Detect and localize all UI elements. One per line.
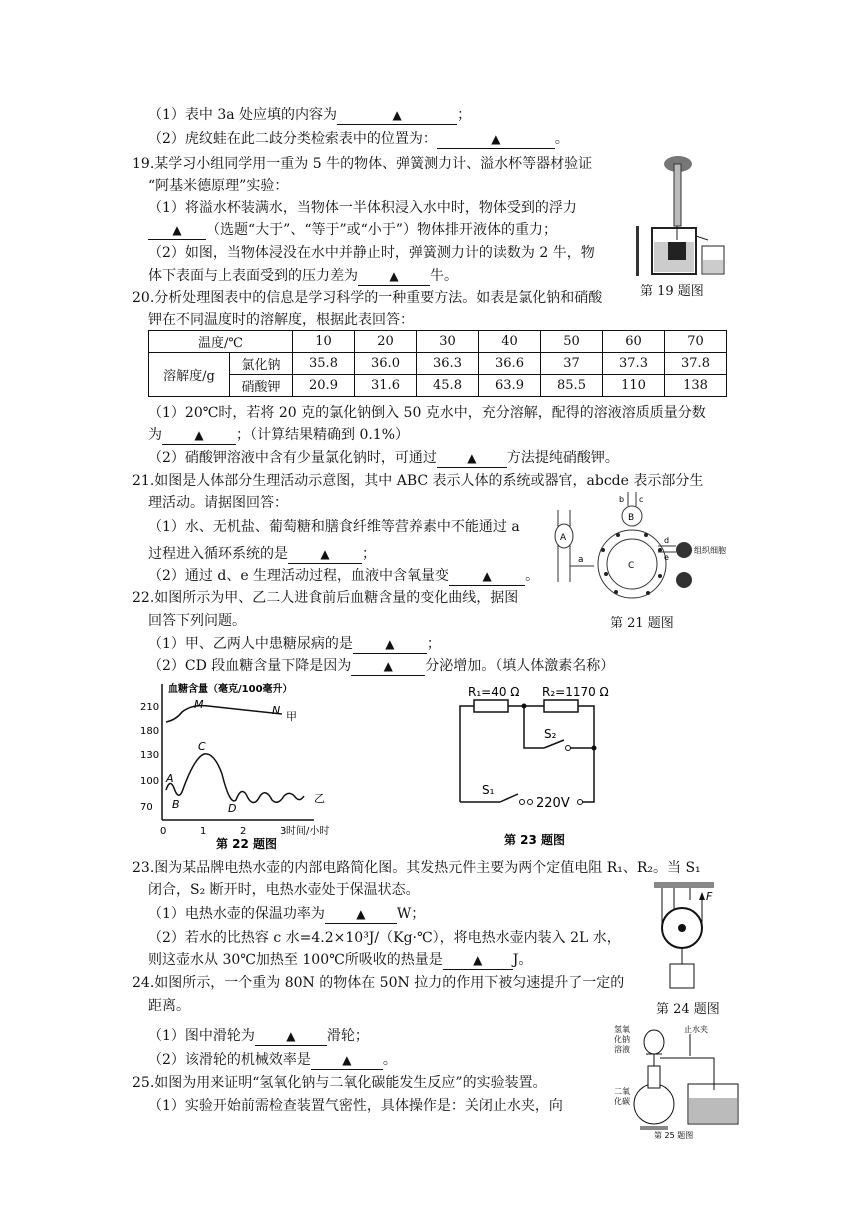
table-cell: 36.6 (479, 353, 541, 375)
svg-text:a: a (578, 555, 584, 565)
q20-stem: 20.分析处理图表中的信息是学习科学的一种重要方法。如表是氯化钠和硝酸 (132, 290, 603, 306)
svg-text:B: B (628, 513, 635, 523)
table-cell: 63.9 (479, 375, 541, 397)
r1-label: R₁=40 Ω (468, 685, 520, 699)
answer-blank[interactable]: ▲ (443, 952, 513, 970)
point-label: M (194, 698, 204, 711)
answer-blank[interactable]: ▲ (449, 568, 525, 586)
y-tick: 100 (140, 776, 160, 787)
solubility-table (148, 330, 727, 397)
apparatus-label: 氢氧 (614, 1025, 630, 1034)
q24-stem: 24.如图所示，一个重为 80N 的物体在 50N 拉力的作用下被匀速提升了一定的 (132, 975, 625, 991)
figure-23-caption: 第 23 题图 (504, 833, 566, 847)
answer-blank[interactable]: ▲ (162, 427, 236, 445)
x-tick: 2 (240, 826, 247, 837)
q21-stem: 21.如图是人体部分生理活动示意图，其中 ABC 表示人体的系统或器官，abcde 表示部分生 (132, 473, 704, 489)
table-cell: 70 (665, 331, 727, 353)
q24-stem-2: 距离。 (148, 998, 190, 1014)
apparatus-label: 溶液 (614, 1045, 630, 1054)
x-axis-label: 时间/小时 (286, 826, 330, 837)
x-tick: 1 (200, 826, 207, 837)
series-label: 乙 (314, 792, 325, 805)
voltage-label: 220V (536, 796, 570, 811)
figure-19 (628, 150, 728, 278)
question-text: （1）表中 3a 处应填的内容为 (148, 107, 338, 123)
q23-part1: （1）电热水壶的保温功率为 ▲ W； (148, 906, 426, 922)
table-cell: 85.5 (541, 375, 603, 397)
table-row (149, 353, 727, 375)
table-cell: 37.8 (665, 353, 727, 375)
q19-part2: （2）如图，当物体浸没在水中并静止时，弹簧测力计的读数为 2 牛，物 (148, 245, 595, 261)
y-tick: 180 (140, 726, 160, 737)
figure-21 (548, 492, 726, 602)
point-label: A (166, 772, 174, 785)
q20-part1-cont: 为 ▲ ；（计算结果精确到 0.1%） (148, 427, 410, 443)
q22-stem: 22.如图所示为甲、乙二人进食前后血糖含量的变化曲线，据图 (132, 590, 519, 606)
answer-blank[interactable]: ▲ (351, 658, 425, 676)
point-label: N (272, 704, 281, 717)
curve-jia (166, 706, 282, 722)
q23-stem: 23.图为某品牌电热水壶的内部电路简化图。其发热元件主要为两个定值电阻 R₁、R₂。当 S₁ (132, 860, 701, 876)
q19-part1-cont: ▲ （选题“大于”、“等于”或“小于”）物体排开液体的重力； (148, 220, 557, 240)
series-label: 甲 (286, 710, 297, 723)
table-cell: 10 (293, 331, 355, 353)
answer-blank[interactable]: ▲ (311, 1052, 383, 1070)
q18-part1: （1）表中 3a 处应填的内容为 ▲ ； (148, 107, 472, 123)
r2-label: R₂=1170 Ω (542, 685, 609, 699)
q25-part1: （1）实验开始前需检查装置气密性，具体操作是：关闭止水夹，向 (148, 1098, 563, 1114)
force-label: F (706, 890, 713, 903)
y-tick: 130 (140, 750, 160, 761)
figure-21-caption: 第 21 题图 (610, 616, 674, 631)
y-tick: 70 (140, 802, 153, 813)
q21-part2: （2）通过 d、e 生理活动过程，血液中含氧量变 ▲ 。 (148, 568, 540, 584)
table-cell: 硝酸钾 (230, 375, 293, 397)
answer-blank[interactable]: ▲ (288, 546, 362, 564)
point-label: B (172, 798, 180, 811)
figure-24-pulley (650, 880, 730, 998)
apparatus-label: 化钠 (614, 1035, 630, 1044)
resistor-r1 (474, 700, 508, 712)
table-cell: 36.3 (417, 353, 479, 375)
apparatus-label: 二氧 (614, 1087, 630, 1096)
table-cell: 138 (665, 375, 727, 397)
y-axis-label: 血糖含量（毫克/100毫升） (168, 684, 293, 695)
table-cell: 31.6 (355, 375, 417, 397)
table-cell: 37.3 (603, 353, 665, 375)
answer-blank[interactable]: ▲ (353, 636, 427, 654)
table-cell: 50 (541, 331, 603, 353)
q23-part2: （2）若水的比热容 c 水=4.2×10³J/（Kg·℃），将电热水壶内装入 2L 水， (148, 930, 621, 946)
apparatus-label: 止水夹 (684, 1025, 708, 1034)
q23-part2-cont: 则这壶水从 30℃加热至 100℃所吸收的热量是 ▲ J。 (148, 952, 533, 968)
q20-part1: （1）20℃时，若将 20 克的氯化钠倒入 50 克水中，充分溶解，配得的溶液溶质质量分数 (148, 405, 706, 421)
point-label: C (198, 740, 206, 753)
table-cell: 60 (603, 331, 665, 353)
figure-24-caption: 第 24 题图 (656, 1002, 720, 1017)
svg-text:C: C (628, 561, 635, 571)
figure-25-caption: 第 25 题图 (654, 1131, 694, 1140)
curve-yi (166, 754, 304, 803)
table-row (149, 375, 727, 397)
answer-blank[interactable]: ▲ (358, 268, 430, 286)
table-cell: 30 (417, 331, 479, 353)
table-header: 溶解度/g (149, 353, 230, 397)
q19-part1: （1）将溢水杯装满水，当物体一半体积浸入水中时，物体受到的浮力 (148, 200, 577, 216)
apparatus-label: 化碳 (614, 1097, 630, 1106)
q19-part2-cont: 体下表面与上表面受到的压力差为 ▲ 牛。 (148, 268, 458, 284)
table-cell: 氯化钠 (230, 353, 293, 375)
q22-part1: （1）甲、乙两人中患糖尿病的是 ▲ ； (148, 636, 441, 652)
q19-stem-2: “阿基米德原理”实验： (148, 178, 289, 194)
answer-blank[interactable]: ▲ (337, 107, 457, 125)
answer-blank[interactable]: ▲ (148, 222, 206, 240)
figure-22-caption: 第 22 题图 (216, 837, 278, 851)
q23-stem-2: 闭合，S₂ 断开时，电热水壶处于保温状态。 (148, 882, 420, 898)
table-cell: 20 (355, 331, 417, 353)
q20-part2: （2）硝酸钾溶液中含有少量氯化钠时，可通过 ▲ 方法提纯硝酸钾。 (148, 450, 619, 466)
switch-s2 (544, 740, 564, 748)
answer-blank[interactable]: ▲ (437, 131, 555, 149)
svg-text:d: d (664, 536, 670, 545)
figure-23-circuit (448, 682, 609, 850)
svg-text:b: b (619, 495, 625, 504)
svg-text:c: c (639, 495, 644, 504)
table-cell: 40 (479, 331, 541, 353)
q22-stem-2: 回答下列问题。 (148, 613, 246, 629)
s2-label: S₂ (544, 727, 557, 741)
figure-25-apparatus (612, 1022, 740, 1140)
table-cell: 110 (603, 375, 665, 397)
q25-stem: 25.如图为用来证明“氢氧化钠与二氧化碳能发生反应”的实验装置。 (132, 1075, 547, 1091)
svg-text:e: e (664, 553, 669, 562)
svg-text:A: A (560, 533, 567, 543)
s1-label: S₁ (482, 783, 495, 797)
resistor-r2 (544, 700, 578, 712)
table-header: 温度/℃ (149, 331, 293, 353)
q19-stem: 19.某学习小组同学用一重为 5 牛的物体、弹簧测力计、溢水杯等器材验证 (132, 156, 593, 172)
q24-part2: （2）该滑轮的机械效率是 ▲ 。 (148, 1052, 397, 1068)
table-cell: 36.0 (355, 353, 417, 375)
answer-blank[interactable]: ▲ (437, 450, 507, 468)
table-cell: 37 (541, 353, 603, 375)
switch-s1 (500, 794, 518, 802)
q21-part1-cont: 过程进入循环系统的是 ▲ ； (148, 546, 376, 562)
y-tick: 210 (140, 702, 160, 713)
q21-stem-2: 理活动。请据图回答： (148, 495, 288, 511)
q24-part1: （1）图中滑轮为 ▲ 滑轮； (148, 1028, 369, 1044)
point-label: D (228, 802, 237, 815)
x-tick: 3 (280, 826, 287, 837)
figure-22-graph (136, 678, 354, 850)
figure-19-caption: 第 19 题图 (640, 284, 704, 299)
q18-part2: （2）虎纹蛙在此二歧分类检索表中的位置为： ▲ 。 (148, 131, 569, 147)
q22-part2: （2）CD 段血糖含量下降是因为 ▲ 分泌增加。（填人体激素名称） (148, 658, 615, 674)
table-cell: 20.9 (293, 375, 355, 397)
q21-part1: （1）水、无机盐、葡萄糖和膳食纤维等营养素中不能通过 a (148, 519, 520, 535)
answer-blank[interactable]: ▲ (325, 906, 397, 924)
x-tick: 0 (160, 826, 167, 837)
answer-blank[interactable]: ▲ (255, 1028, 327, 1046)
figure-label: 组织细胞 (694, 546, 726, 555)
q20-stem-2: 钾在不同温度时的溶解度，根据此表回答： (148, 312, 414, 328)
table-cell: 35.8 (293, 353, 355, 375)
table-cell: 45.8 (417, 375, 479, 397)
